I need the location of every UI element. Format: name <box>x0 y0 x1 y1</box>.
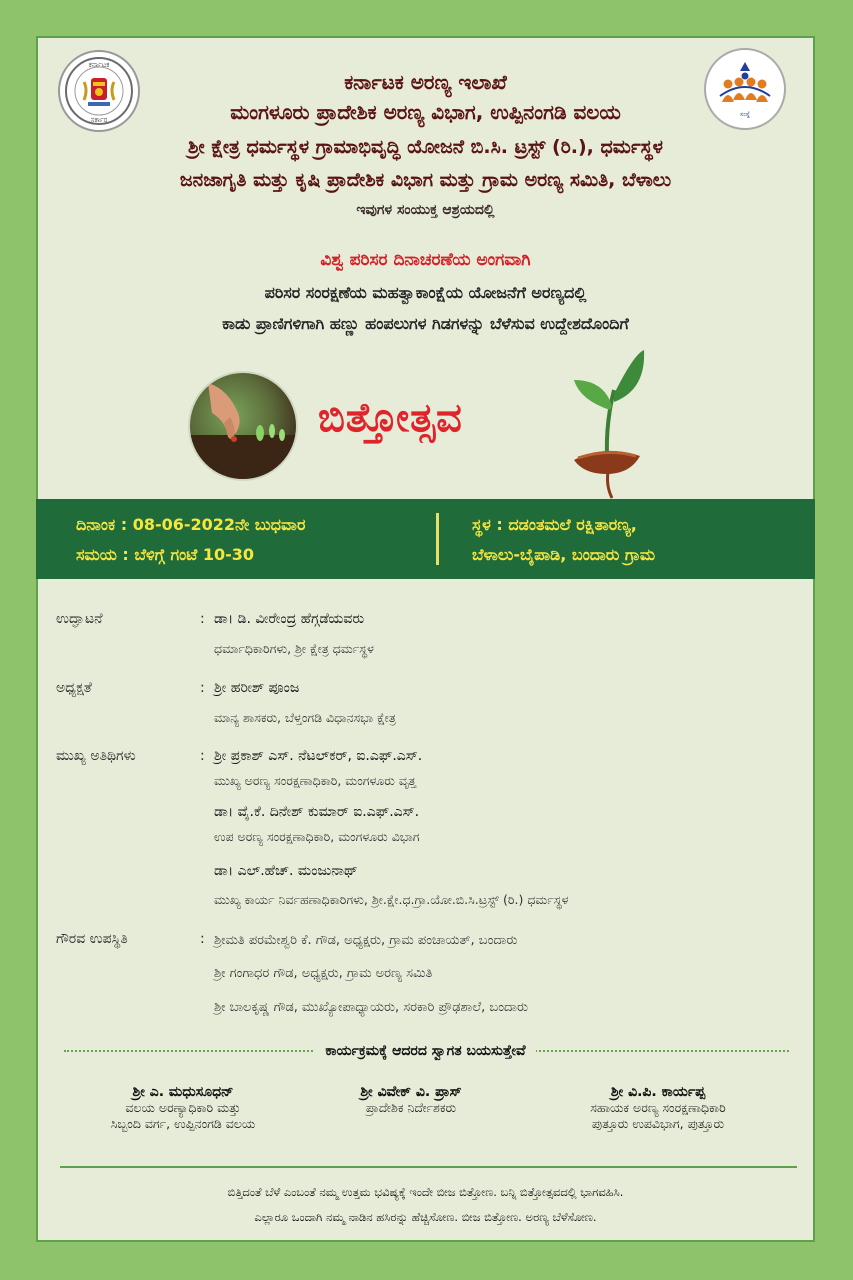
chief-guest-1-designation: ಮುಖ್ಯ ಅರಣ್ಯ ಸಂರಕ್ಷಣಾಧಿಕಾರಿ, ಮಂಗಳೂರು ವೃತ್ತ <box>214 773 416 788</box>
environment-day-heading: ವಿಶ್ವ ಪರಿಸರ ದಿನಾಚರಣೆಯ ಅಂಗವಾಗಿ <box>320 250 531 270</box>
sowing-seed-photo <box>188 371 298 481</box>
honour-label: ಗೌರವ ಉಪಸ್ಥಿತಿ <box>56 931 128 947</box>
colon: : <box>200 931 205 947</box>
colon: : <box>200 748 205 764</box>
emblem-bottom-text: ಸರ್ಕಾರ <box>90 116 108 124</box>
event-venue-line-1: ಸ್ಥಳ : ದಡಂತಮಲೆ ರಕ್ಷಿತಾರಣ್ಯ, <box>472 515 637 534</box>
footer-line-1: ಬಿತ್ತಿದಂತೆ ಬೆಳೆ ಎಂಬಂತೆ ನಮ್ಮ ಉತ್ತಮ ಭವಿಷ್ಯಕ್ಕೆ ಇಂದೇ ಬೀಜ ಬಿತ್ತೋಣ. ಬನ್ನಿ ಬಿತ್ತೋತ್ಸವದಲ್ಲಿ ಭಾಗವಹಿಸಿ. <box>227 1185 624 1199</box>
chief-guest-2-designation: ಉಪ ಅರಣ್ಯ ಸಂರಕ್ಷಣಾಧಿಕಾರಿ, ಮಂಗಳೂರು ವಿಭಾಗ <box>214 829 420 844</box>
event-venue-line-2: ಬೆಳಾಲು-ಬೈಪಾಡಿ, ಬಂದಾರು ಗ್ರಾಮ <box>472 545 656 564</box>
welcome-text: ಕಾರ್ಯಕ್ರಮಕ್ಕೆ ಆದರದ ಸ್ವಾಗತ ಬಯಸುತ್ತೇವೆ <box>315 1043 535 1059</box>
signatory-3-line-2: ಪುತ್ತೂರು ಉಪವಿಭಾಗ, ಪುತ್ತೂರು <box>591 1116 725 1131</box>
chief-guest-3-name: ಡಾ। ಎಲ್.ಹೆಚ್. ಮಂಜುನಾಥ್ <box>214 863 358 879</box>
signatory-2-line-1: ಪ್ರಾದೇಶಿಕ ನಿರ್ದೇಶಕರು <box>365 1100 457 1115</box>
honour-guest-2: ಶ್ರೀ ಗಂಗಾಧರ ಗೌಡ, ಅಧ್ಯಕ್ಷರು, ಗ್ರಾಮ ಅರಣ್ಯ ಸಮಿತಿ <box>214 966 433 981</box>
footer-line-2: ಎಲ್ಲಾರೂ ಒಂದಾಗಿ ನಮ್ಮ ನಾಡಿನ ಹಸಿರನ್ನು ಹೆಚ್ಚಿಸೋಣ. ಬೀಜ ಬಿತ್ತೋಣ. ಅರಣ್ಯ ಬೆಳೆಸೋಣ. <box>254 1210 597 1224</box>
emblem-top-text: ಕರ್ನಾಟಕ <box>88 61 110 69</box>
division-title: ಮಂಗಳೂರು ಪ್ರಾದೇಶಿಕ ಅರಣ್ಯ ವಿಭಾಗ, ಉಪ್ಪಿನಂಗಡಿ ವಲಯ <box>230 100 621 124</box>
inaugurator-name: ಡಾ। ಡಿ. ವೀರೇಂದ್ರ ಹೆಗ್ಗಡೆಯವರು <box>214 611 365 627</box>
trust-title: ಶ್ರೀ ಕ್ಷೇತ್ರ ಧರ್ಮಸ್ಥಳ ಗ್ರಾಮಾಭಿವೃದ್ಧಿ ಯೋಜನೆ ಬಿ.ಸಿ. ಟ್ರಸ್ಟ್ (ರಿ.), ಧರ್ಮಸ್ಥಳ <box>188 136 663 158</box>
committee-title: ಜನಜಾಗೃತಿ ಮತ್ತು ಕೃಷಿ ಪ್ರಾದೇಶಿಕ ವಿಭಾಗ ಮತ್ತು ಗ್ರಾಮ ಅರಣ್ಯ ಸಮಿತಿ, ಬೆಳಾಲು <box>179 169 672 191</box>
trust-logo-text: ಸಂಸ್ಥೆ <box>740 111 750 118</box>
chief-guests-label: ಮುಖ್ಯ ಅತಿಥಿಗಳು <box>56 748 136 764</box>
sprout-illustration <box>568 350 648 500</box>
signatory-1-line-2: ಸಿಬ್ಬಂದಿ ವರ್ಗ, ಉಪ್ಪಿನಂಗಡಿ ವಲಯ <box>110 1116 256 1131</box>
president-name: ಶ್ರೀ ಹರೀಶ್ ಪೂಂಜ <box>214 680 300 696</box>
colon: : <box>200 611 205 627</box>
purpose-line-1: ಪರಿಸರ ಸಂರಕ್ಷಣೆಯ ಮಹತ್ವಾಕಾಂಕ್ಷೆಯ ಯೋಜನೆಗೆ ಅರಣ್ಯದಲ್ಲಿ <box>264 283 587 302</box>
signatory-3-line-1: ಸಹಾಯಕ ಅರಣ್ಯ ಸಂರಕ್ಷಣಾಧಿಕಾರಿ <box>590 1100 726 1115</box>
presidency-label: ಅಧ್ಯಕ್ಷತೆ <box>56 680 92 696</box>
chief-guest-2-name: ಡಾ। ವೈ.ಕೆ. ದಿನೇಶ್ ಕುಮಾರ್ ಐ.ಎಫ್.ಎಸ್. <box>214 804 420 820</box>
chief-guest-3-designation: ಮುಖ್ಯ ಕಾರ್ಯ ನಿರ್ವಹಣಾಧಿಕಾರಿಗಳು, ಶ್ರೀ.ಕ್ಷೇ.ಧ.ಗ್ರಾ.ಯೋ.ಬಿ.ಸಿ.ಟ್ರಸ್ಟ್ (ರಿ.) ಧರ್ಮಸ್ಥಳ <box>214 892 569 907</box>
president-designation: ಮಾನ್ಯ ಶಾಸಕರು, ಬೆಳ್ತಂಗಡಿ ವಿಧಾನಸಭಾ ಕ್ಷೇತ್ರ <box>214 710 396 725</box>
signatory-2 <box>306 1084 516 1116</box>
department-title: ಕರ್ನಾಟಕ ಅರಣ್ಯ ಇಲಾಖೆ <box>344 70 507 94</box>
colon: : <box>200 680 205 696</box>
event-date: ದಿನಾಂಕ : 08-06-2022ನೇ ಬುಧವಾರ <box>76 515 306 534</box>
welcome-line <box>38 1040 813 1059</box>
signatory-1 <box>68 1084 298 1132</box>
sprout-icon <box>568 350 648 500</box>
signatory-3 <box>528 1084 788 1132</box>
honour-guest-1: ಶ್ರೀಮತಿ ಪರಮೇಶ್ವರಿ ಕೆ. ಗೌಡ, ಅಧ್ಯಕ್ಷರು, ಗ್ರಾಮ ಪಂಚಾಯತ್, ಬಂದಾರು <box>214 933 518 948</box>
joint-auspices-text: ಇವುಗಳ ಸಂಯುಕ್ತ ಆಶ್ರಯದಲ್ಲಿ <box>356 202 495 218</box>
signatory-2-name: ಶ್ರೀ ವಿವೇಕ್ ವಿ. ಪ್ರಾಸ್ <box>360 1084 462 1100</box>
signatory-1-line-1: ವಲಯ ಅರಣ್ಯಾಧಿಕಾರಿ ಮತ್ತು <box>125 1100 241 1115</box>
event-title: ಬಿತ್ತೋತ್ಸವ <box>318 395 463 441</box>
band-divider <box>436 513 439 565</box>
chief-guest-1-name: ಶ್ರೀ ಪ್ರಕಾಶ್ ಎಸ್. ನೆಟಲ್‌ಕರ್, ಐ.ಎಫ್.ಎಸ್. <box>214 748 423 764</box>
invitation-card <box>36 36 815 1242</box>
footer-divider <box>60 1166 797 1168</box>
signatory-1-name: ಶ್ರೀ ಎ. ಮಧುಸೂಧನ್ <box>132 1084 234 1100</box>
date-venue-band <box>36 499 815 579</box>
purpose-line-2: ಕಾಡು ಪ್ರಾಣಿಗಳಿಗಾಗಿ ಹಣ್ಣು ಹಂಪಲುಗಳ ಗಿಡಗಳನ್ನು ಬೆಳೆಸುವ ಉದ್ದೇಶದೊಂದಿಗೆ <box>222 314 629 333</box>
hand-planting-icon <box>190 373 296 479</box>
honour-guest-3: ಶ್ರೀ ಬಾಲಕೃಷ್ಣ ಗೌಡ, ಮುಖ್ಯೋಪಾಧ್ಯಾಯರು, ಸರಕಾರಿ ಪ್ರೌಢಶಾಲೆ, ಬಂದಾರು <box>214 1000 528 1015</box>
inauguration-label: ಉದ್ಘಾಟನೆ <box>56 611 103 627</box>
inaugurator-designation: ಧರ್ಮಾಧಿಕಾರಿಗಳು, ಶ್ರೀ ಕ್ಷೇತ್ರ ಧರ್ಮಸ್ಥಳ <box>214 641 374 656</box>
event-time: ಸಮಯ : ಬೆಳಿಗ್ಗೆ ಗಂಟೆ 10-30 <box>76 545 255 564</box>
signatory-3-name: ಶ್ರೀ ವಿ.ಪಿ. ಕಾರ್ಯಪ್ಪ <box>610 1084 706 1100</box>
